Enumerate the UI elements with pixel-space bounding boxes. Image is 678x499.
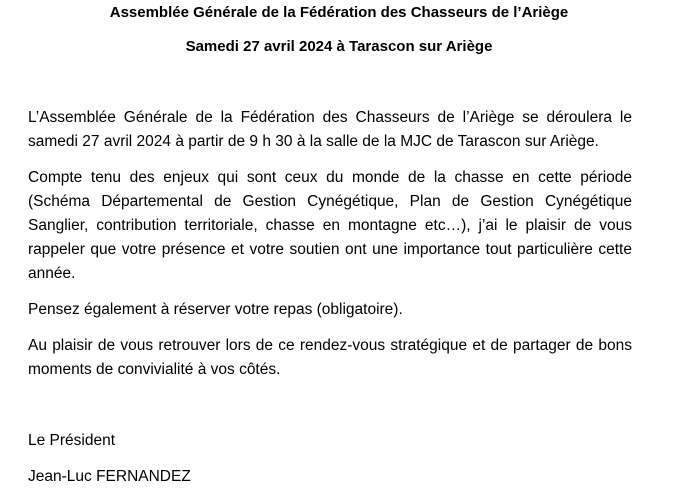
paragraph-meal-reminder: Pensez également à réserver votre repas (obligatoire). <box>28 301 403 318</box>
paragraph-announcement: L’Assemblée Générale de la Fédération des Chasseurs de l’Ariège se déroulera le samedi 27 avril 2024 à partir de 9 h 30 à la salle de la MJC de Tarascon sur Ariège. <box>28 109 632 150</box>
document-subtitle-date: Samedi 27 avril 2024 à Tarascon sur Ariège <box>185 38 493 55</box>
paragraph-context: Compte tenu des enjeux qui sont ceux du monde de la chasse en cette période (Schéma Départemental de Gestion Cynégétique, Plan de Gestion Cynégétique Sanglier, contribution territoriale, chasse en montagne etc…), j’ai le plaisir de vous rappeler que votre présence et votre soutien ont une importance tout particulière cette année. <box>28 169 632 282</box>
document-title: Assemblée Générale de la Fédération des Chasseurs de l’Ariège <box>109 4 569 21</box>
signature-title: Le Président <box>28 432 116 449</box>
paragraph-closing: Au plaisir de vous retrouver lors de ce rendez-vous stratégique et de partager de bons moments de convivialité à vos côtés. <box>28 337 632 378</box>
signature-name: Jean-Luc FERNANDEZ <box>28 468 191 485</box>
